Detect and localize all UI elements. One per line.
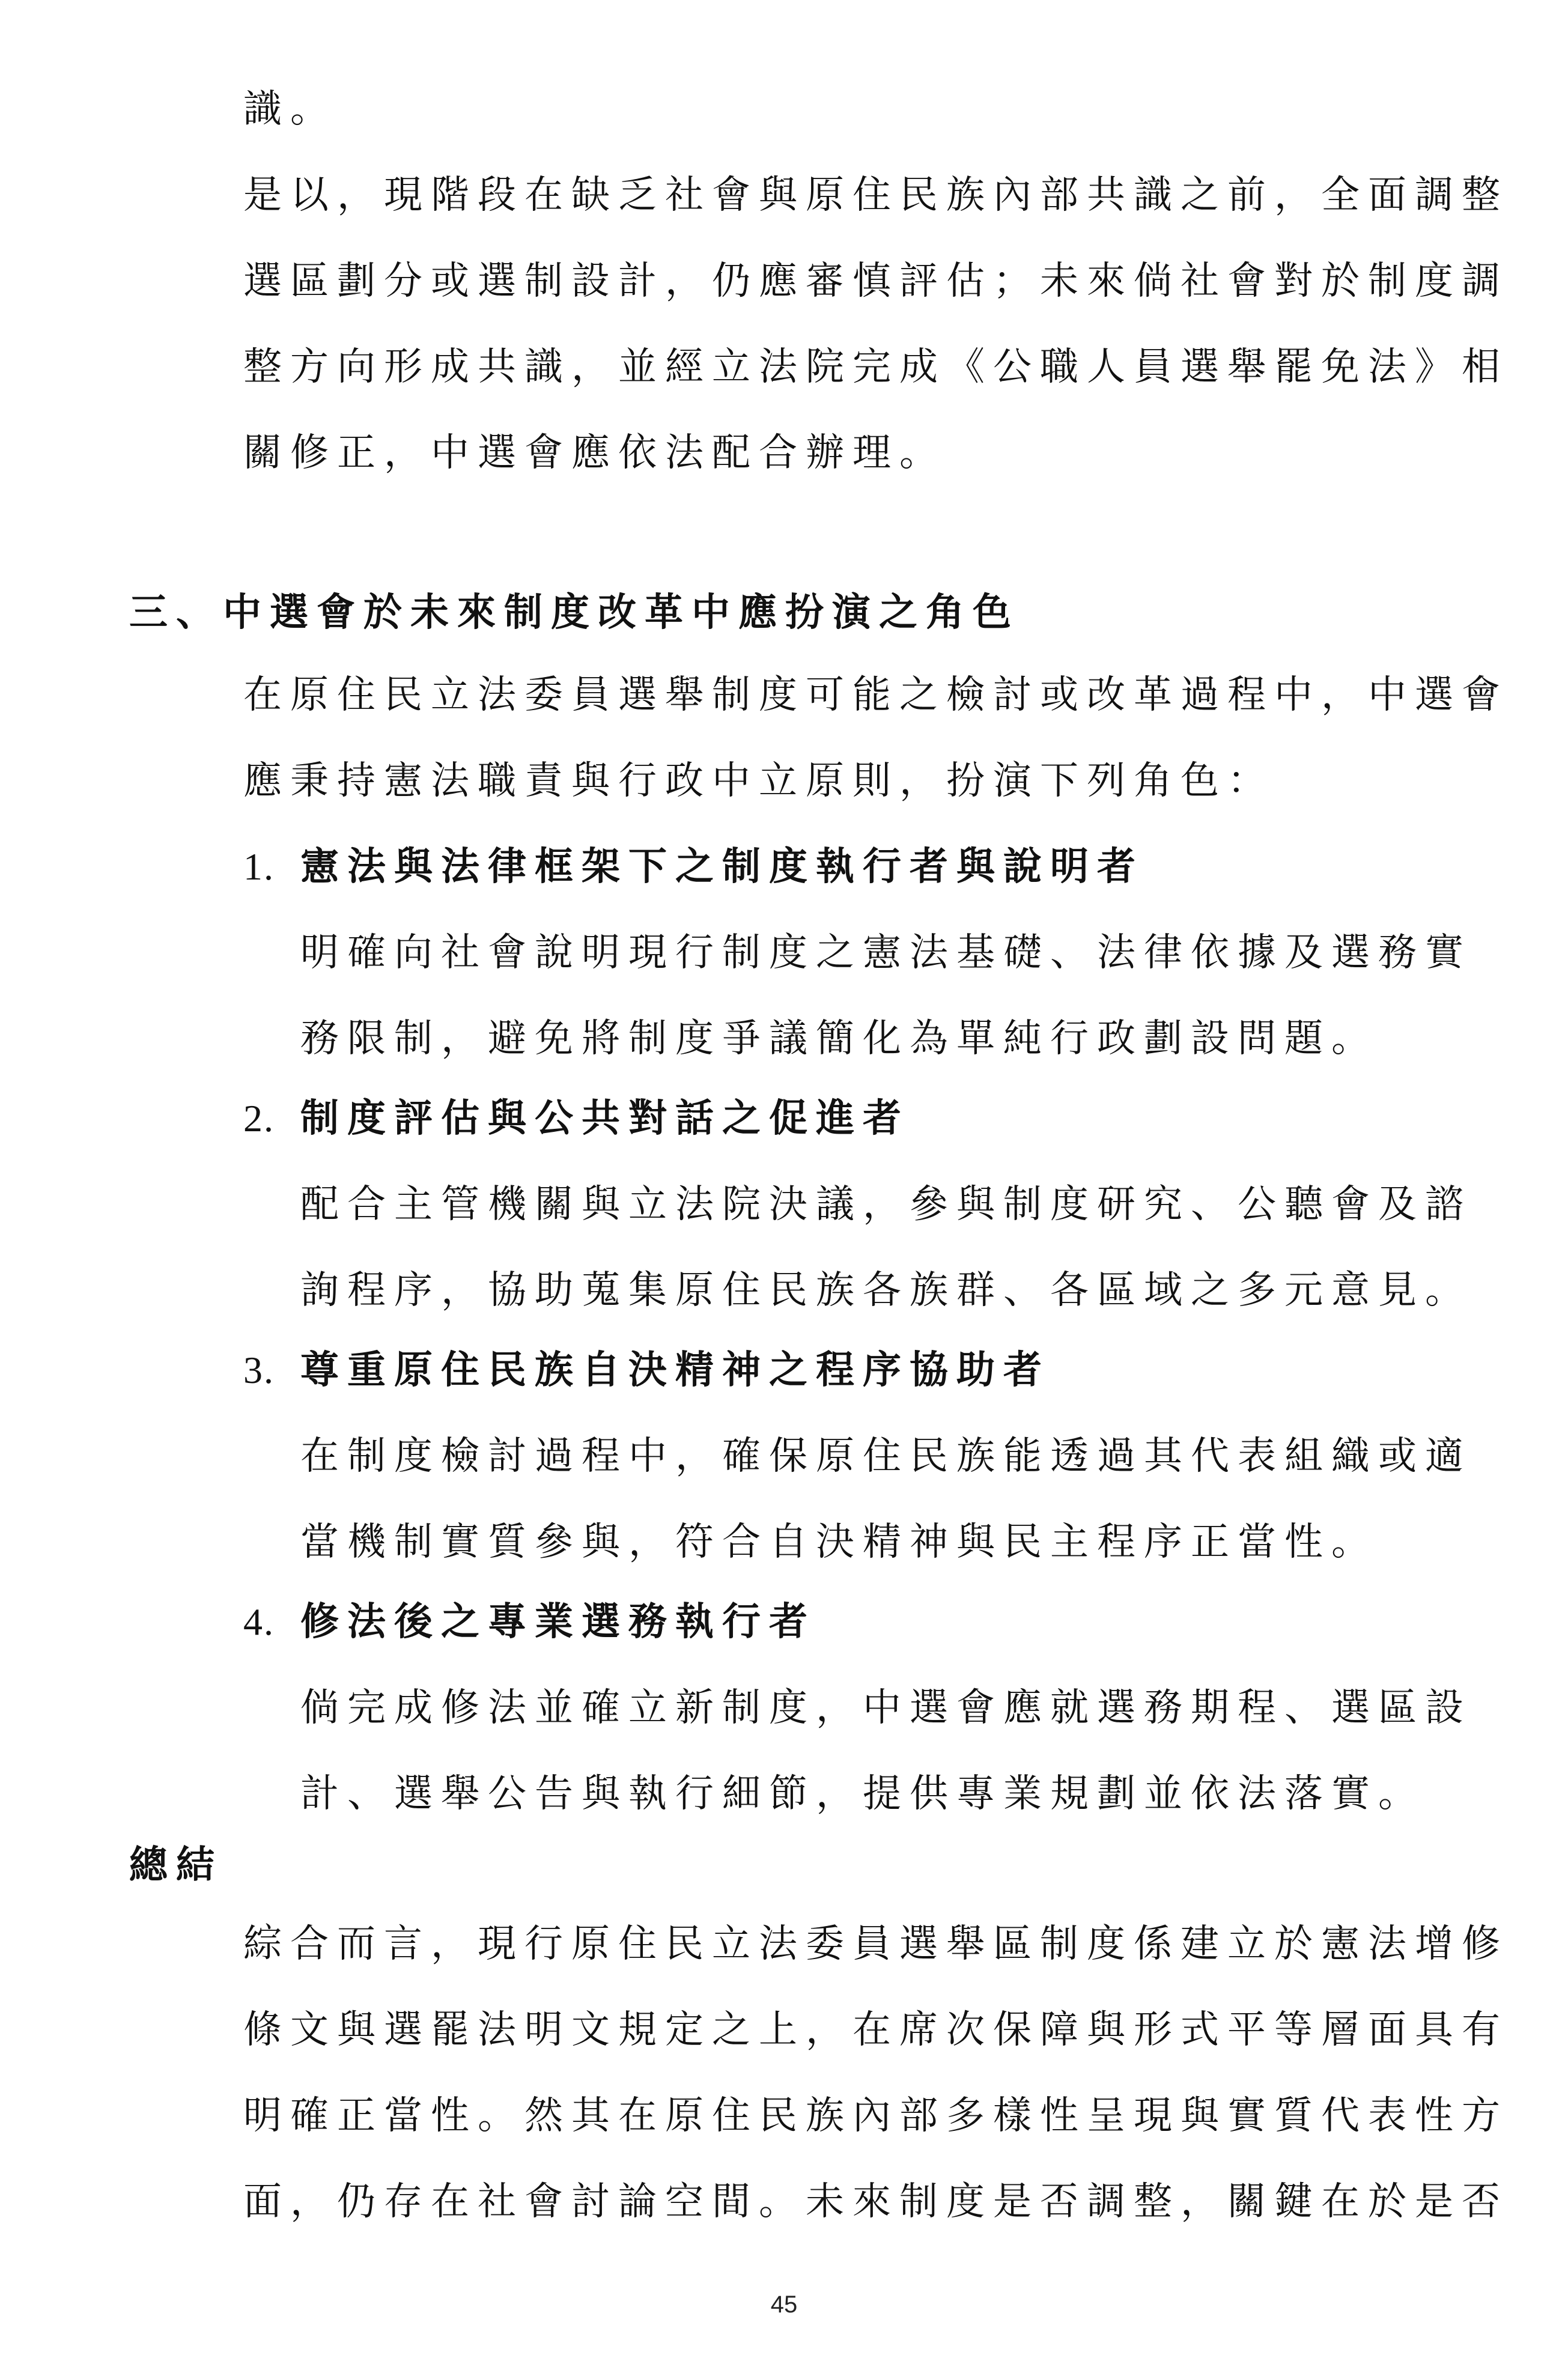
list-item-text: 計、選舉公告與執行細節，提供專業規劃並依法落實。: [300, 1772, 1425, 1816]
list-item-text: 配合主管機關與立法院決議，參與制度研究、公聽會及諮: [300, 1182, 1472, 1227]
paragraph-line: 面，仍存在社會討論空間。未來制度是否調整，關鍵在於是否: [243, 2180, 1509, 2224]
conclusion-heading: 總結: [129, 1843, 223, 1888]
list-item-number: 3.: [243, 1349, 275, 1391]
paragraph-line: 是以，現階段在缺乏社會與原住民族內部共識之前，全面調整: [243, 173, 1509, 217]
list-item-text: 詢程序，協助蒐集原住民族各族群、各區域之多元意見。: [300, 1268, 1472, 1313]
paragraph-line: 應秉持憲法職責與行政中立原則，扮演下列角色：: [243, 759, 1274, 803]
list-item-title: 制度評估與公共對話之促進者: [300, 1096, 910, 1141]
paragraph-line: 綜合而言，現行原住民立法委員選舉區制度係建立於憲法增修: [243, 1922, 1509, 1966]
paragraph-line: 條文與選罷法明文規定之上，在席次保障與形式平等層面具有: [243, 2008, 1509, 2052]
paragraph-line: 關修正，中選會應依法配合辦理。: [243, 431, 946, 475]
section-heading: 三、中選會於未來制度改革中應扮演之角色: [129, 591, 1020, 635]
paragraph-line: 選區劃分或選制設計，仍應審慎評估；未來倘社會對於制度調: [243, 259, 1509, 303]
paragraph-line: 整方向形成共識，並經立法院完成《公職人員選舉罷免法》相: [243, 345, 1509, 389]
page-number: 45: [770, 2291, 798, 2318]
paragraph-line: 明確正當性。然其在原住民族內部多樣性呈現與實質代表性方: [243, 2094, 1509, 2138]
list-item-text: 在制度檢討過程中，確保原住民族能透過其代表組織或適: [300, 1434, 1472, 1478]
paragraph-line: 在原住民立法委員選舉制度可能之檢討或改革過程中，中選會: [243, 673, 1509, 717]
list-item-number: 4.: [243, 1600, 275, 1643]
list-item-text: 當機制實質參與，符合自決精神與民主程序正當性。: [300, 1520, 1378, 1564]
list-item-text: 倘完成修法並確立新制度，中選會應就選務期程、選區設: [300, 1686, 1472, 1730]
list-item-text: 務限制，避免將制度爭議簡化為單純行政劃設問題。: [300, 1016, 1378, 1061]
list-item-title: 憲法與法律框架下之制度執行者與說明者: [300, 845, 1144, 889]
list-item-number: 1.: [243, 845, 275, 888]
list-item-text: 明確向社會說明現行制度之憲法基礎、法律依據及選務實: [300, 931, 1472, 975]
continuation-text: 識。: [243, 87, 337, 132]
list-item-title: 尊重原住民族自決精神之程序協助者: [300, 1348, 1050, 1393]
list-item-title: 修法後之專業選務執行者: [300, 1600, 816, 1644]
list-item-number: 2.: [243, 1097, 275, 1140]
